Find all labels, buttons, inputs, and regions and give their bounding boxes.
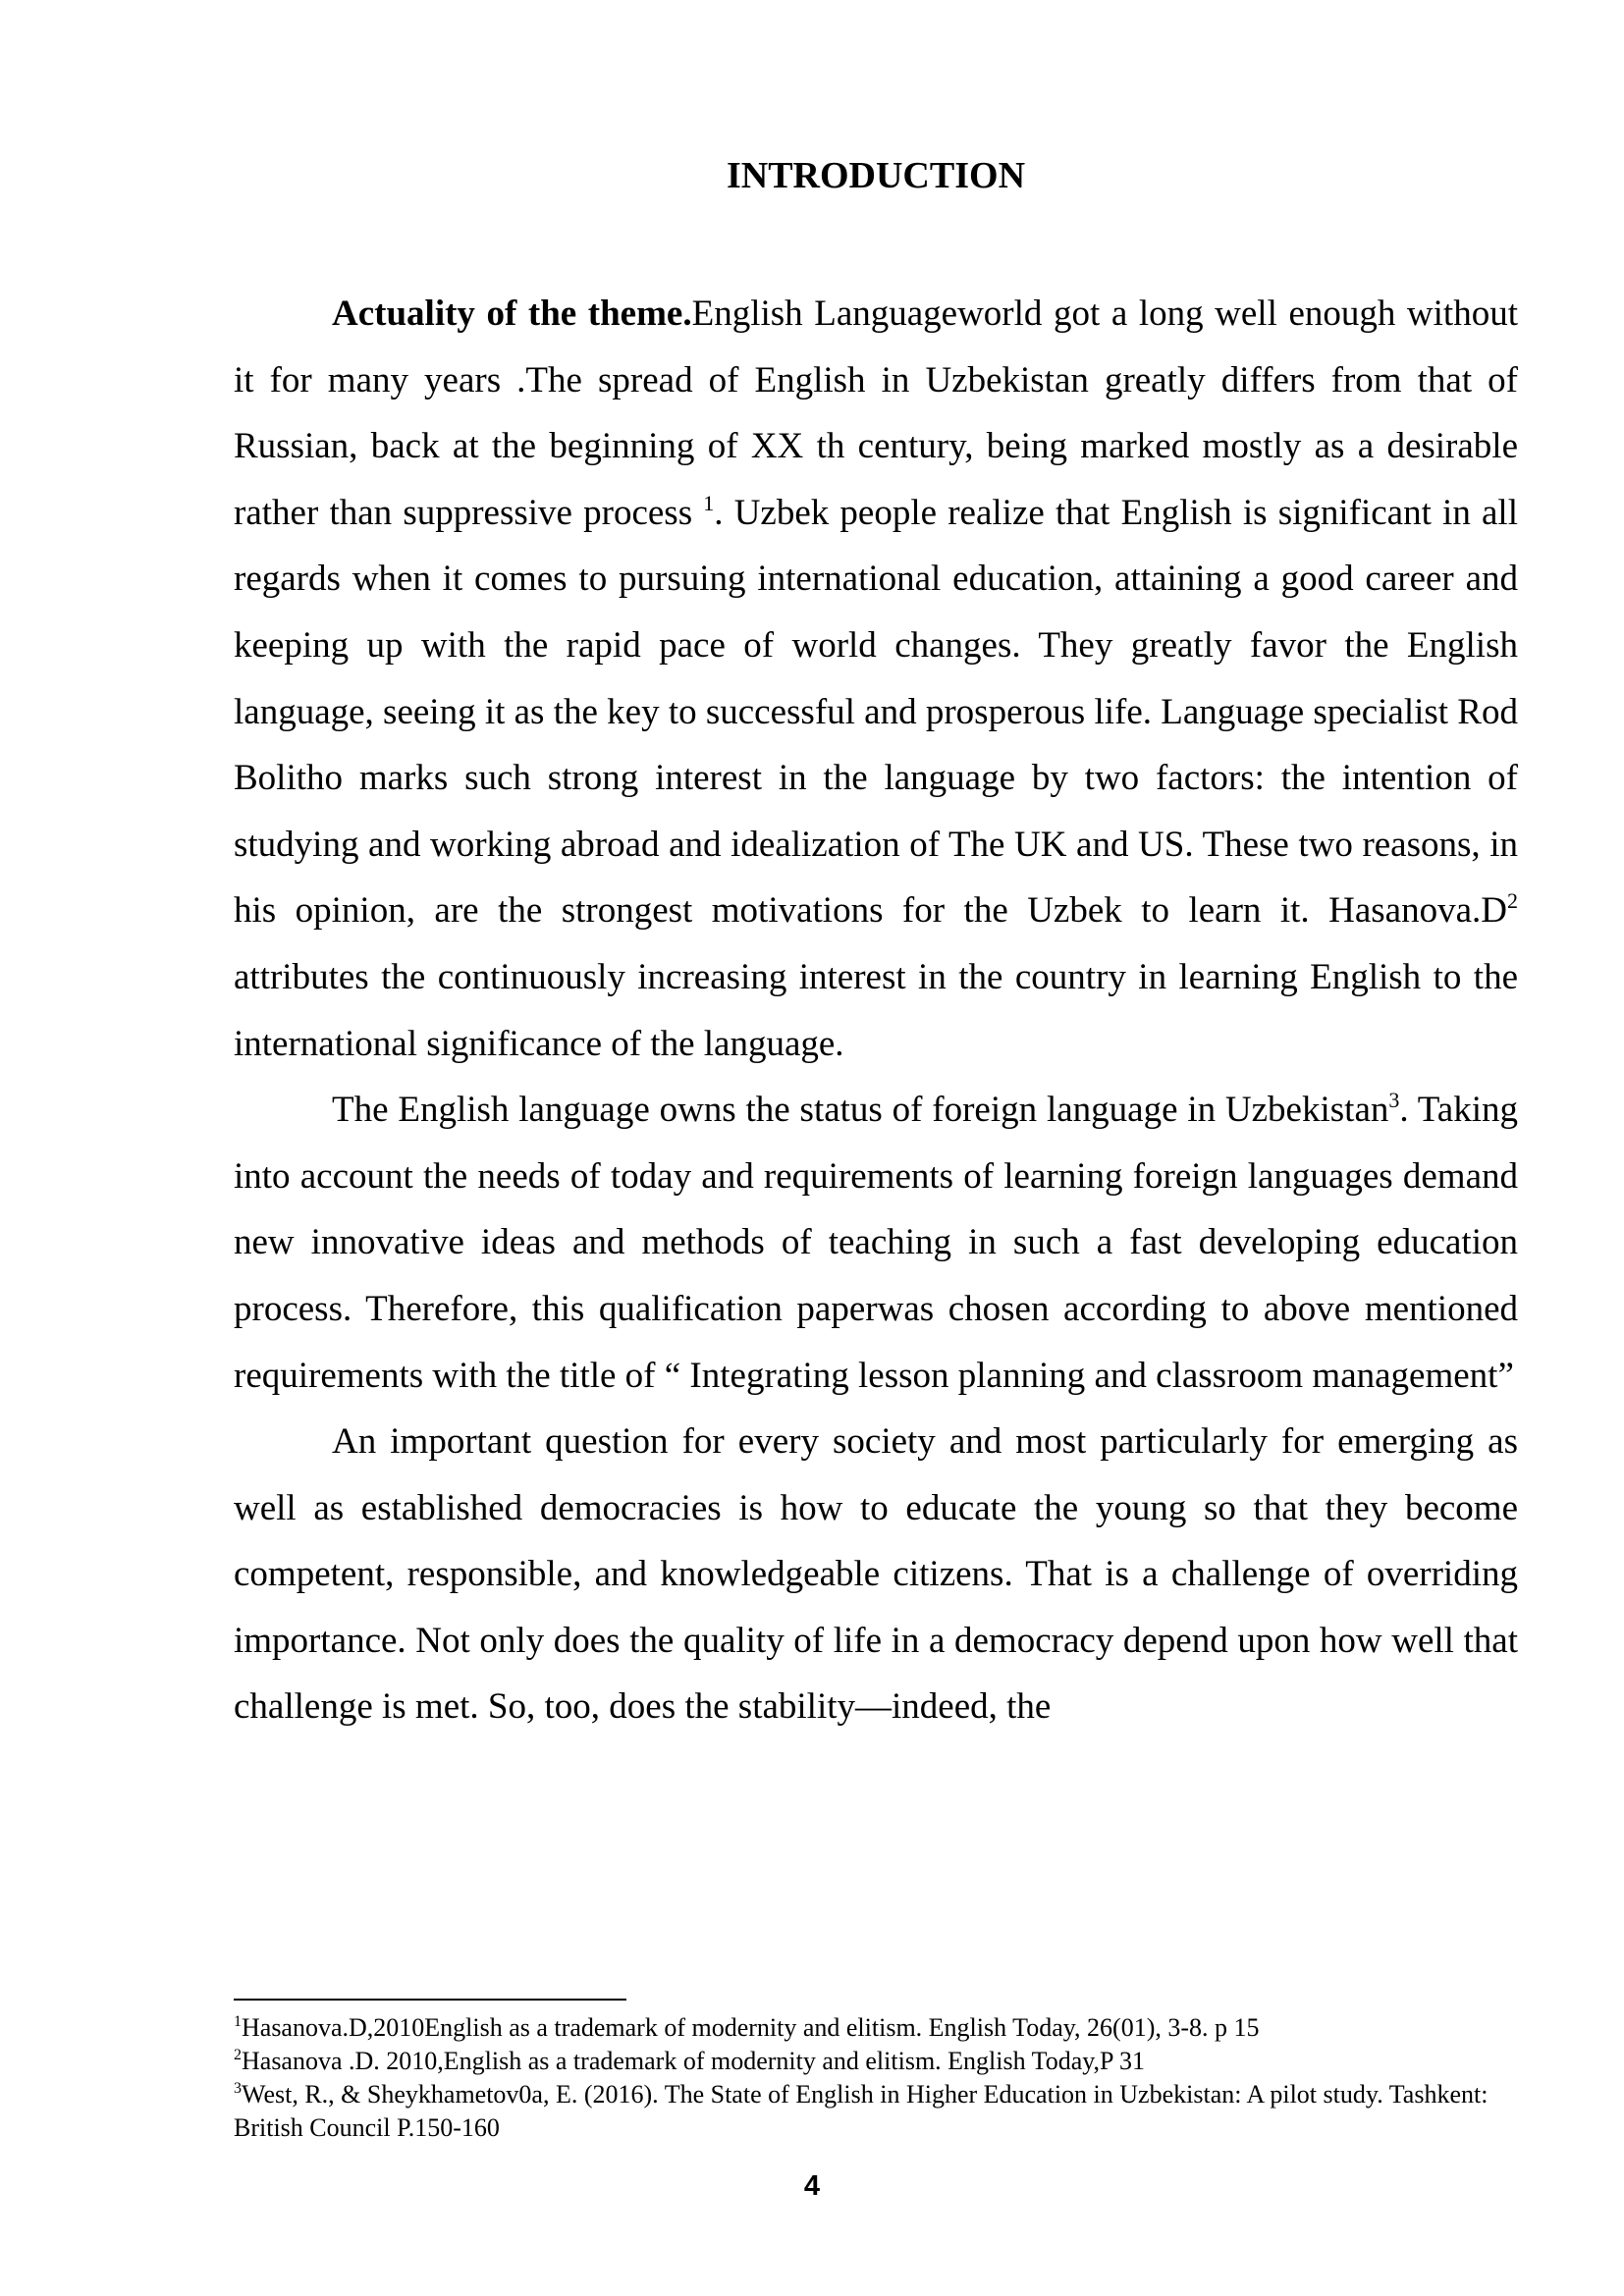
body-text <box>234 281 1518 1740</box>
footnote-1 <box>234 2011 1518 2045</box>
paragraph-text: . Taking into account the needs of today and requirements of learning foreign languages demand new innovative ideas and methods of teaching in such a fast developing education process. Therefore, this qualification paperwas chosen according to above mentioned requirements with the title of “ Integrating lesson planning and classroom management” <box>234 1090 1518 1396</box>
paragraph-text: An important question for every society and most particularly for emerging as well as established democracies is how to educate the young so that they become competent, responsible, and knowledgeable citizens. That is a challenge of overriding importance. Not only does the quality of life in a democracy depend upon how well that challenge is met. So, too, does the stability—indeed, the <box>234 1421 1518 1728</box>
paragraph-text: attributes the continuously increasing interest in the country in learning English to the international significance of the language. <box>234 956 1518 1064</box>
footnote-mark: 2 <box>234 2047 242 2063</box>
footnote-text: West, R., & Sheykhametov0a, E. (2016). The State of English in Higher Education in Uzbekistan: A pilot study. Tashkent: British Council P.150-160 <box>234 2080 1489 2142</box>
footnote-reference[interactable]: 3 <box>1388 1088 1400 1113</box>
footnote-mark: 3 <box>234 2080 242 2097</box>
footnote-text: Hasanova.D,2010English as a trademark of modernity and elitism. English Today, 26(01), 3-8. p 15 <box>242 2013 1260 2042</box>
paragraph-lead: Actuality of the theme. <box>332 294 692 334</box>
paragraph-status <box>234 1077 1518 1409</box>
paragraph-text: The English language owns the status of foreign language in Uzbekistan <box>332 1090 1389 1131</box>
footnote-text: Hasanova .D. 2010,English as a trademark of modernity and elitism. English Today,P 31 <box>242 2047 1146 2075</box>
paragraph-question <box>234 1409 1518 1740</box>
footnotes <box>234 2011 1518 2145</box>
page-title: INTRODUCTION <box>726 155 1026 196</box>
footnote-3 <box>234 2078 1518 2145</box>
footnote-2 <box>234 2045 1518 2078</box>
footnote-separator <box>234 1999 626 2001</box>
footnote-reference[interactable]: 1 <box>703 490 715 515</box>
paragraph-text: English Languageworld got a long well enough without it for many years .The spread of English in Uzbekistan greatly differs from that of Russian, back at the beginning of XX th century, being marked mostly as a desirable rather than suppressive process <box>234 294 1518 533</box>
page-number: 4 <box>803 2170 821 2202</box>
paragraph-actuality <box>234 281 1518 1077</box>
paragraph-text: . Uzbek people realize that English is significant in all regards when it comes to pursuing international education, attaining a good career and keeping up with the rapid pace of world changes. They greatly favor the English language, seeing it as the key to successful and prosperous life. Language specialist Rod Bolitho marks such strong interest in the language by two factors: the intention of studying and working abroad and idealization of The UK and US. These two reasons, in his opinion, are the strongest motivations for the Uzbek to learn it. Hasanova.D <box>234 492 1518 932</box>
footnote-mark: 1 <box>234 2013 242 2030</box>
footnote-reference[interactable]: 2 <box>1507 888 1518 914</box>
